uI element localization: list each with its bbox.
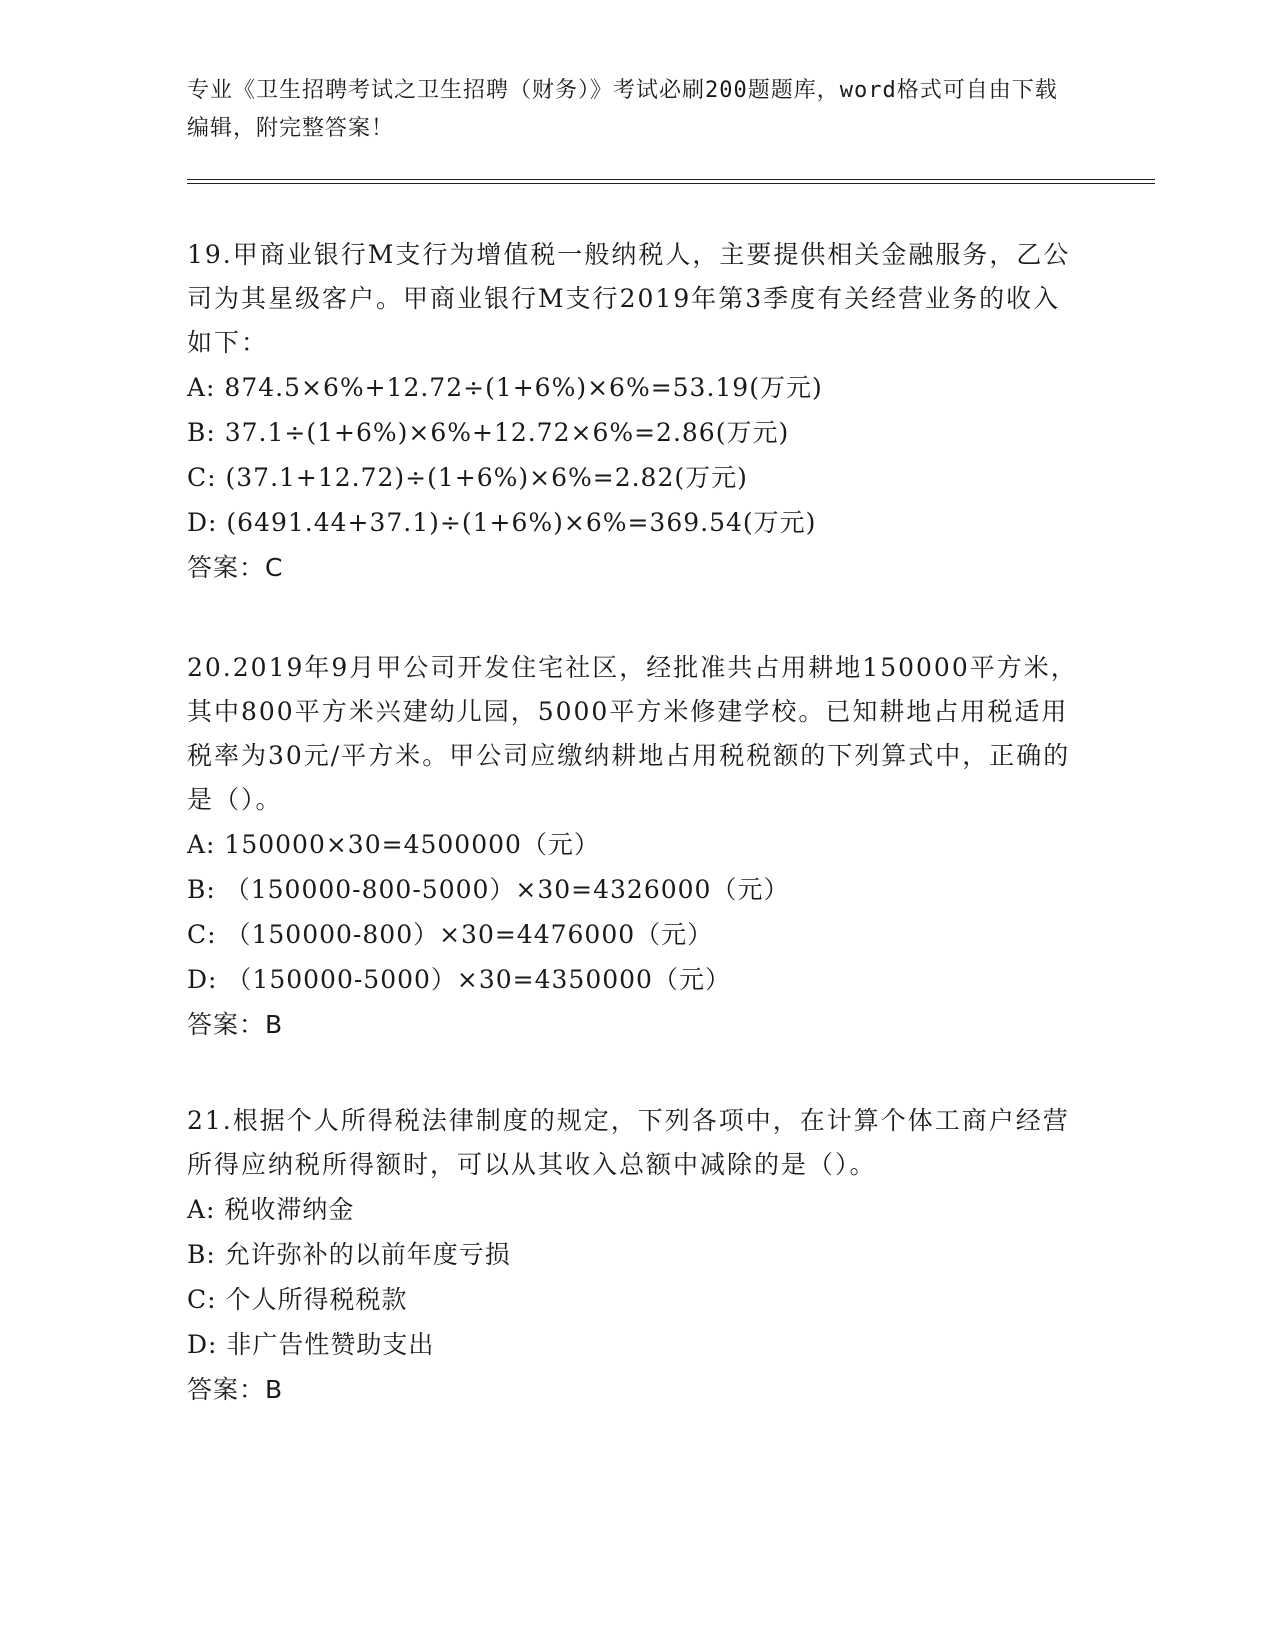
question-stem: 19.甲商业银行M支行为增值税一般纳税人，主要提供相关金融服务，乙公司为其星级客户。甲商业银行M支行2019年第3季度有关经营业务的收入如下： bbox=[187, 240, 1071, 357]
option-d: D: （150000-5000）×30=4350000（元） bbox=[187, 965, 731, 994]
answer: 答案：B bbox=[187, 1010, 284, 1039]
header-divider-top bbox=[187, 179, 1155, 180]
option-b: B: （150000-800-5000）×30=4326000（元） bbox=[187, 875, 790, 904]
answer: 答案：C bbox=[187, 553, 284, 582]
answer: 答案：B bbox=[187, 1375, 284, 1404]
header-divider-bottom bbox=[187, 183, 1155, 184]
option-b: B: 允许弥补的以前年度亏损 bbox=[187, 1240, 511, 1269]
page-header: 专业《卫生招聘考试之卫生招聘（财务）》考试必刷200题题库，word格式可自由下载编辑，附完整答案！ bbox=[187, 78, 1058, 141]
option-a: A: 874.5×6%+12.72÷(1+6%)×6%=53.19(万元) bbox=[187, 373, 823, 402]
option-d: D: (6491.44+37.1)÷(1+6%)×6%=369.54(万元) bbox=[187, 508, 817, 537]
option-c: C: (37.1+12.72)÷(1+6%)×6%=2.82(万元) bbox=[187, 463, 748, 492]
option-b: B: 37.1÷(1+6%)×6%+12.72×6%=2.86(万元) bbox=[187, 418, 790, 447]
option-a: A: 税收滞纳金 bbox=[187, 1195, 355, 1224]
option-d: D: 非广告性赞助支出 bbox=[187, 1330, 435, 1359]
question-stem: 21.根据个人所得税法律制度的规定，下列各项中，在计算个体工商户经营所得应纳税所得额时，可以从其收入总额中减除的是（）。 bbox=[187, 1106, 1070, 1179]
question-21 bbox=[187, 1099, 1087, 1413]
question-19 bbox=[187, 233, 1087, 591]
option-c: C: 个人所得税税款 bbox=[187, 1285, 408, 1314]
option-c: C: （150000-800）×30=4476000（元） bbox=[187, 920, 714, 949]
question-stem: 20.2019年9月甲公司开发住宅社区，经批准共占用耕地150000平方米，其中800平方米兴建幼儿园，5000平方米修建学校。已知耕地占用税适用税率为30元/平方米。甲公司应缴纳耕地占用税税额的下列算式中，正确的是（）。 bbox=[187, 653, 1078, 814]
option-a: A: 150000×30=4500000（元） bbox=[187, 830, 600, 859]
question-20 bbox=[187, 646, 1087, 1048]
